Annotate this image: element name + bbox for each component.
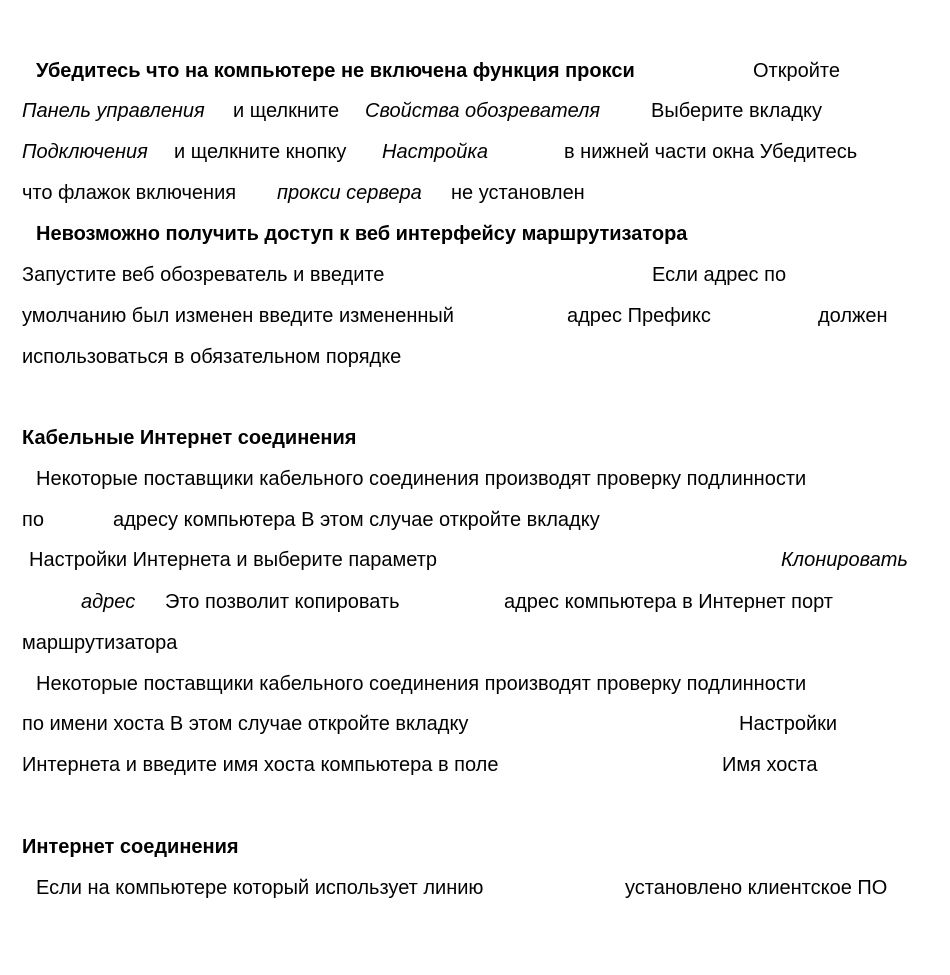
internet-text: Если на компьютере который использует линию	[36, 877, 484, 899]
internet-text: установлено клиентское ПО	[625, 877, 888, 899]
cable-text: Это позволит копировать	[165, 591, 400, 613]
cable-text: Настройки Интернета и выберите параметр	[29, 549, 438, 571]
cable-text: по	[22, 509, 44, 531]
connections-term: Подключения	[22, 141, 148, 163]
cable-heading: Кабельные Интернет соединения	[22, 427, 357, 449]
cable-text: Имя хоста	[722, 754, 818, 776]
cable-text: Интернета и введите имя хоста компьютера в поле	[22, 754, 499, 776]
clone-term: Клонировать	[781, 549, 908, 571]
cable-text: Настройки	[739, 713, 838, 735]
settings-term: Настройка	[382, 141, 488, 163]
cable-text: адресу компьютера В этом случае откройте вкладку	[113, 509, 600, 531]
web-text: адрес Префикс	[567, 305, 711, 327]
cable-text: Некоторые поставщики кабельного соединения производят проверку подлинности	[36, 673, 807, 695]
proxy-text: Выберите вкладку	[651, 100, 823, 122]
web-text: Если адрес по	[652, 264, 787, 286]
cable-text: маршрутизатора	[22, 632, 178, 654]
browser-properties-term: Свойства обозревателя	[365, 100, 601, 122]
web-text: умолчанию был изменен введите измененный	[22, 305, 454, 327]
proxy-text: и щелкните кнопку	[174, 141, 347, 163]
proxy-text: Откройте	[753, 60, 840, 82]
proxy-text: не установлен	[451, 182, 585, 204]
proxy-heading: Убедитесь что на компьютере не включена функция прокси	[36, 60, 635, 82]
proxy-text: и щелкните	[233, 100, 340, 122]
web-text: Запустите веб обозреватель и введите	[22, 264, 385, 286]
cable-text: адрес компьютера в Интернет порт	[504, 591, 833, 613]
address-term: адрес	[81, 591, 136, 613]
control-panel-term: Панель управления	[22, 100, 205, 122]
proxy-server-term: прокси сервера	[277, 182, 422, 204]
internet-heading: Интернет соединения	[22, 836, 239, 858]
web-text: использоваться в обязательном порядке	[22, 346, 402, 368]
cable-text: по имени хоста В этом случае откройте вкладку	[22, 713, 469, 735]
cable-text: Некоторые поставщики кабельного соединения производят проверку подлинности	[36, 468, 807, 490]
web-heading: Невозможно получить доступ к веб интерфейсу маршрутизатора	[36, 223, 688, 245]
web-text: должен	[818, 305, 888, 327]
proxy-text: в нижней части окна Убедитесь	[564, 141, 858, 163]
proxy-text: что флажок включения	[22, 182, 237, 204]
